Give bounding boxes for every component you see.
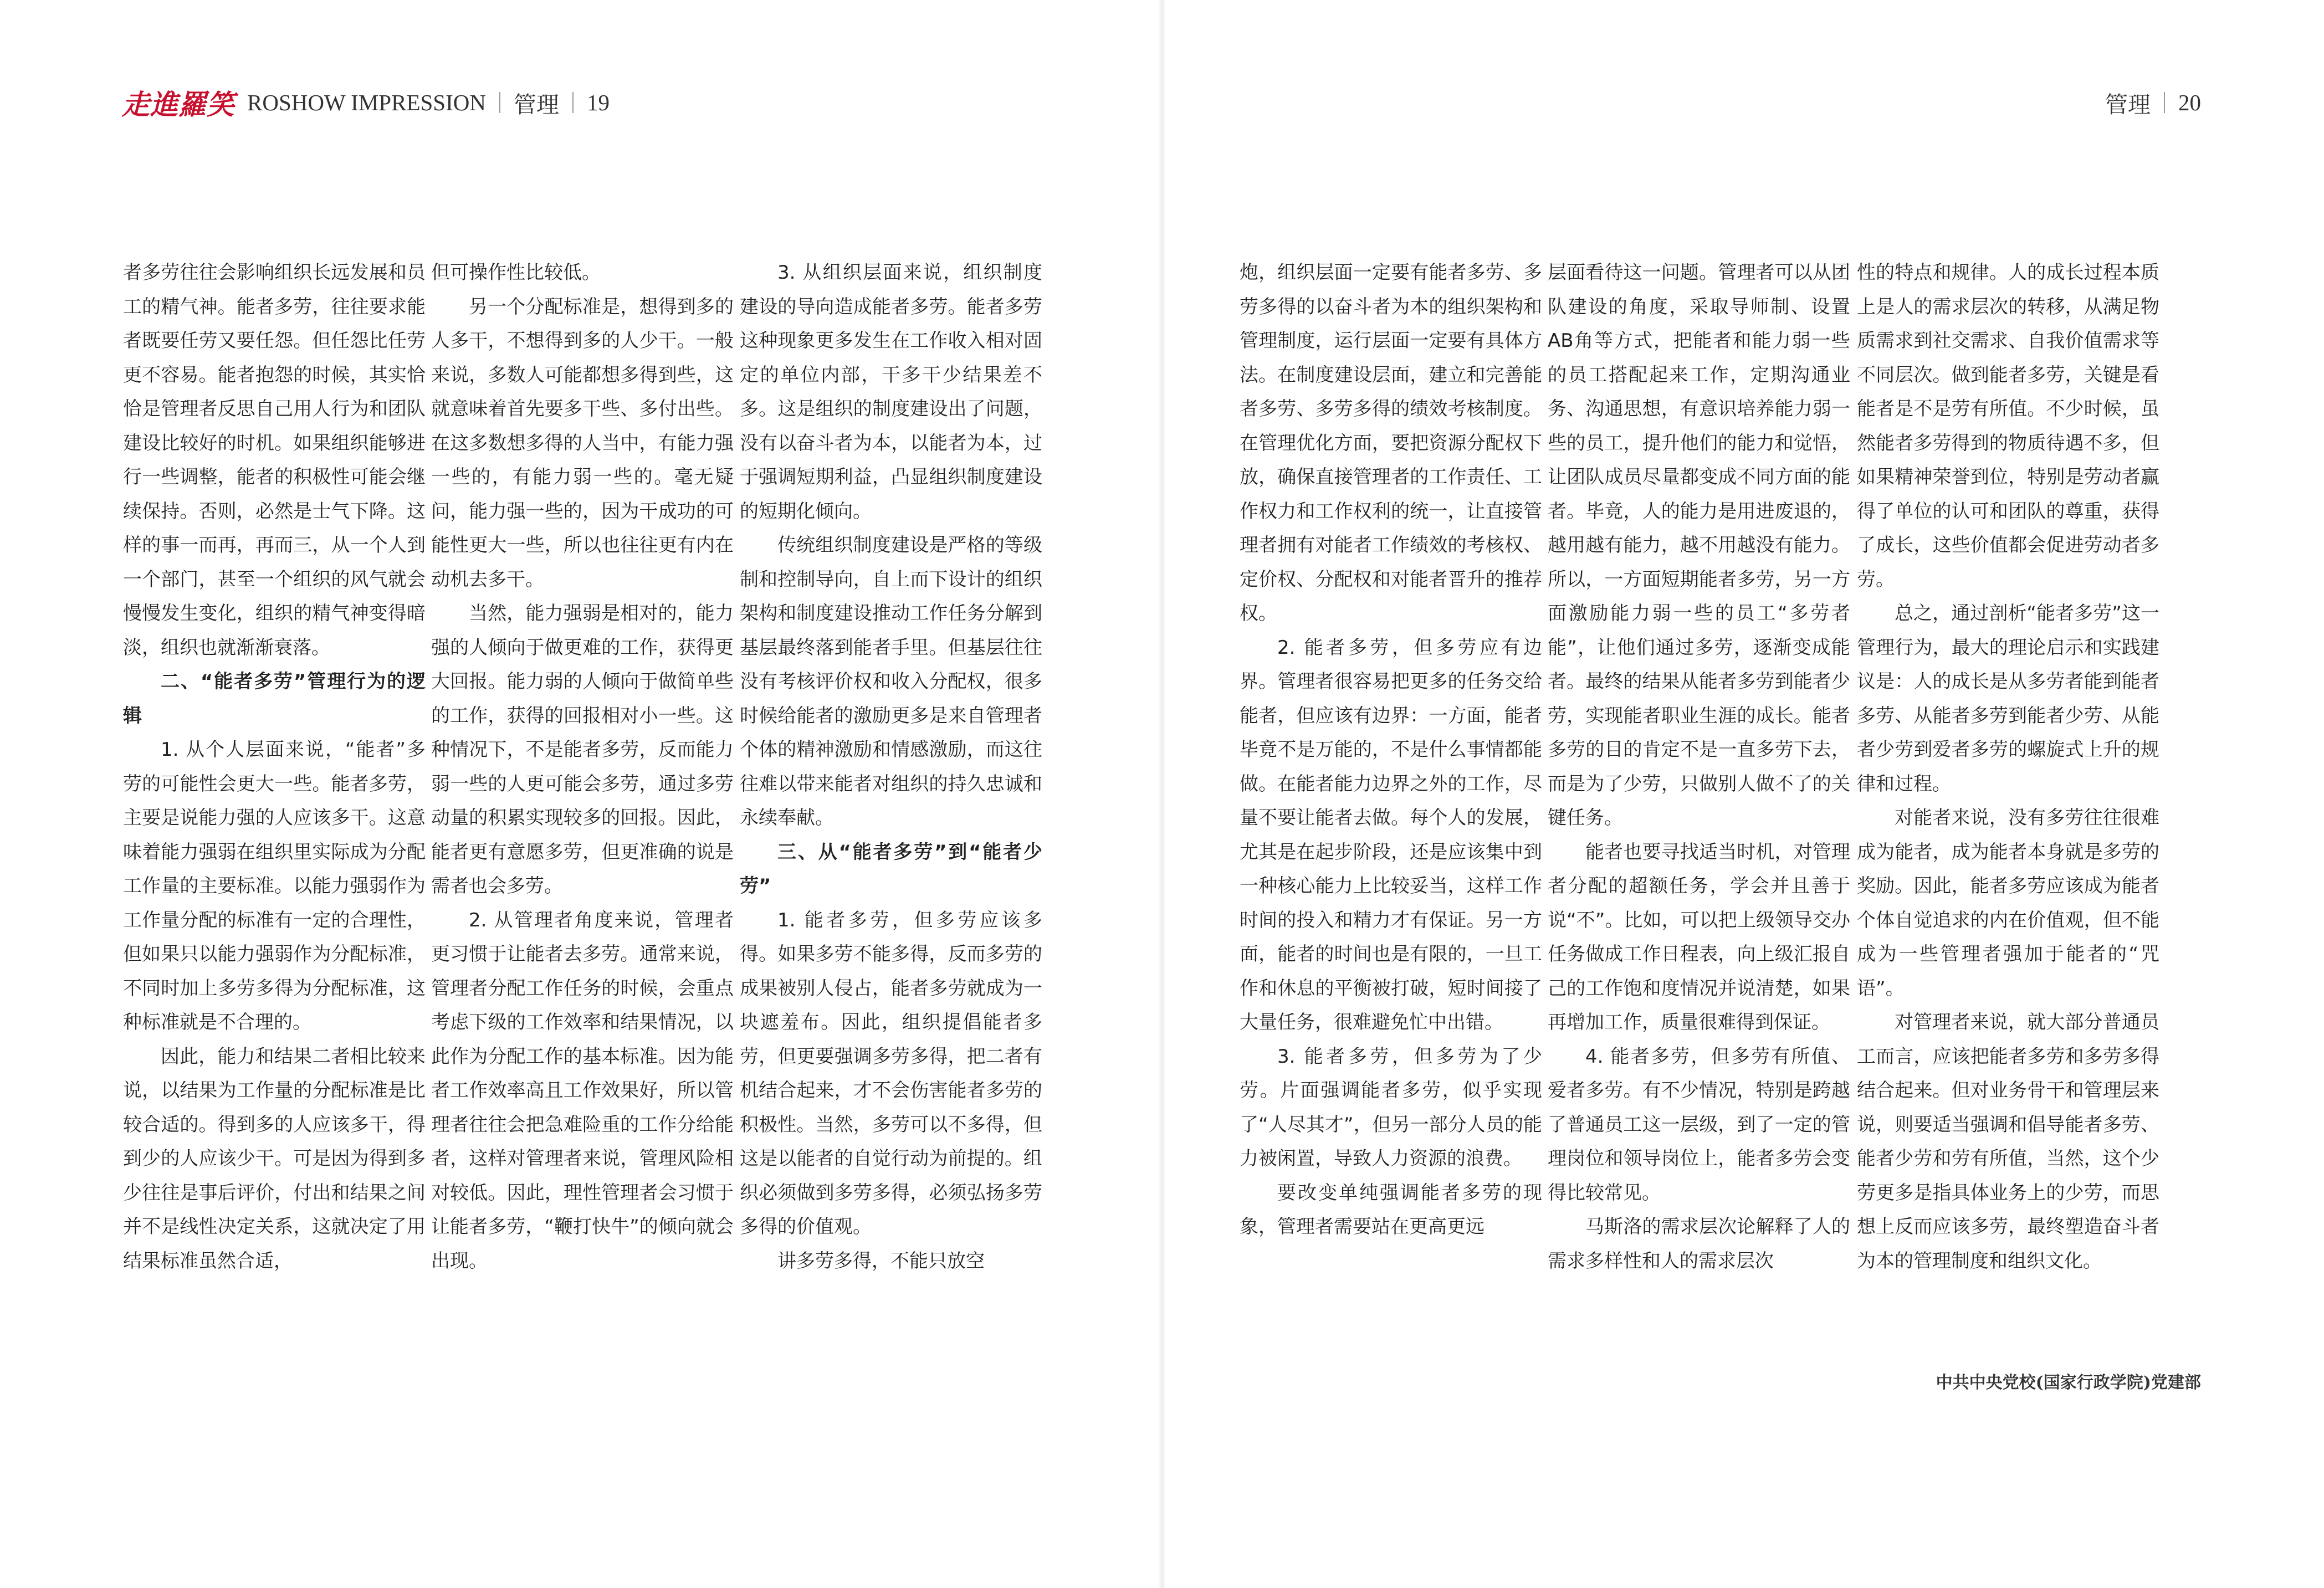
paragraph: 炮，组织层面一定要有能者多劳、多劳多得的以奋斗者为本的组织架构和管理制度，运行层面一定要有具体方法。在制度建设层面，建立和完善能者多劳、多劳多得的绩效考核制度。在管理优化方面，要把资源分配权下放，确保直接管理者的工作责任、工作权力和工作权利的统一，让直接管理者拥有对能者工作绩效的考核权、定价权、分配权和对能者晋升的推荐权。	[1240, 262, 1542, 624]
section-heading: 二、“能者多劳”管理行为的逻辑	[123, 670, 426, 727]
header-divider	[572, 92, 574, 113]
paragraph: 传统组织制度建设是严格的等级制和控制导向，自上而下设计的组织架构和制度建设推动工作任务分解到基层最终落到能者手里。但基层往往没有考核评价权和收入分配权，很多时候给能者的激励更多是来自管理者个体的精神激励和情感激励，而这往往难以带来能者对组织的持久忠诚和永续奉献。	[740, 534, 1042, 829]
paragraph: 性的特点和规律。人的成长过程本质上是人的需求层次的转移，从满足物质需求到社交需求、自我价值需求等不同层次。做到能者多劳，关键是看能者是不是劳有所值。不少时候，虽然能者多劳得到的物质待遇不多，但如果精神荣誉到位，特别是劳动者赢得了单位的认可和团队的尊重，获得了成长，这些价值都会促进劳动者多劳。	[1857, 262, 2159, 591]
paragraph: 能者也要寻找适当时机，对管理者分配的超额任务，学会并且善于说“不”。比如，可以把上级领导交办任务做成工作日程表，向上级汇报自己的工作饱和度情况并说清楚，如果再增加工作，质量很难得到保证。	[1548, 841, 1850, 1033]
text-column-4	[1240, 256, 1542, 1244]
text-column-2	[431, 256, 734, 1278]
paragraph: 对能者来说，没有多劳往往很难成为能者，成为能者本身就是多劳的奖励。因此，能者多劳应该成为能者个体自觉追求的内在价值观，但不能成为一些管理者强加于能者的“咒语”。	[1857, 807, 2159, 1000]
right-page	[1162, 0, 2324, 1588]
paragraph: 3. 从组织层面来说，组织制度建设的导向造成能者多劳。能者多劳这种现象更多发生在工作收入相对固定的单位内部，干多干少结果差不多。这是组织的制度建设出了问题，没有以奋斗者为本，以能者为本，过于强调短期利益，凸显组织制度建设的短期化倾向。	[740, 262, 1042, 522]
paragraph: 对管理者来说，就大部分普通员工而言，应该把能者多劳和多劳多得结合起来。但对业务骨干和管理层来说，则要适当强调和倡导能者多劳、能者少劳和劳有所值，当然，这个少劳更多是指具体业务上的少劳，而思想上反而应该多劳，最终塑造奋斗者为本的管理制度和组织文化。	[1857, 1011, 2159, 1272]
paragraph: 另一个分配标准是，想得到多的人多干，不想得到多的人少干。一般来说，多数人可能都想多得到些，这就意味着首先要多干些、多付出些。在这多数想多得的人当中，有能力强一些的，有能力弱一些的。毫无疑问，能力强一些的，因为干成功的可能性更大一些，所以也往往更有内在动机去多干。	[431, 295, 734, 591]
paragraph: 3. 能者多劳，但多劳为了少劳。片面强调能者多劳，似乎实现了“人尽其才”，但另一部分人员的能力被闲置，导致人力资源的浪费。	[1240, 1045, 1542, 1170]
section-title: 管理	[513, 91, 559, 117]
paragraph: 1. 从个人层面来说，“能者”多劳的可能性会更大一些。能者多劳，主要是说能力强的人应该多干。这意味着能力强弱在组织里实际成为分配工作量的主要标准。以能力强弱作为工作量分配的标准有一定的合理性，但如果只以能力强弱作为分配标准，不同时加上多劳多得为分配标准，这种标准就是不合理的。	[123, 739, 426, 1033]
right-page-header	[2105, 83, 2201, 122]
paragraph: 要改变单纯强调能者多劳的现象，管理者需要站在更高更远	[1240, 1181, 1542, 1238]
paragraph: 讲多劳多得，不能只放空	[777, 1249, 985, 1272]
paragraph: 因此，能力和结果二者相比较来说，以结果为工作量的分配标准是比较合适的。得到多的人应该多干，得到少的人应该少干。可是因为得到多少往往是事后评价，付出和结果之间并不是线性决定关系，这就决定了用结果标准虽然合适，	[123, 1045, 426, 1272]
paragraph: 总之，通过剖析“能者多劳”这一管理行为，最大的理论启示和实践建议是：人的成长是从多劳者能到能者多劳、从能者多劳到能者少劳、从能者少劳到爱者多劳的螺旋式上升的规律和过程。	[1857, 602, 2159, 795]
paragraph: 者多劳往往会影响组织长远发展和员工的精气神。能者多劳，往往要求能者既要任劳又要任怨。但任怨比任劳更不容易。能者抱怨的时候，其实恰恰是管理者反思自己用人行为和团队建设比较好的时机。如果组织能够进行一些调整，能者的积极性可能会继续保持。否则，必然是士气下降。这样的事一而再，再而三，从一个人到一个部门，甚至一个组织的风气就会慢慢发生变化，组织的精气神变得暗淡，组织也就渐渐衰落。	[123, 262, 426, 659]
section-heading: 三、从“能者多劳”到“能者少劳”	[740, 841, 1042, 897]
header-divider	[2164, 92, 2165, 113]
paragraph: 层面看待这一问题。管理者可以从团队建设的角度，采取导师制、设置AB角等方式，把能者和能力弱一些的员工搭配起来工作，定期沟通业务、沟通思想，有意识培养能力弱一些的员工，提升他们的能力和觉悟，让团队成员尽量都变成不同方面的能者。毕竟，人的能力是用进废退的，越用越有能力，越不用越没有能力。所以，一方面短期能者多劳，另一方面激励能力弱一些的员工“多劳者能”，让他们通过多劳，逐渐变成能者。最终的结果从能者多劳到能者少劳，实现能者职业生涯的成长。能者多劳的目的肯定不是一直多劳下去，而是为了少劳，只做别人做不了的关键任务。	[1548, 262, 1850, 829]
brand-logo: 走進羅笑	[122, 88, 235, 121]
text-column-3	[740, 256, 1042, 1278]
left-page-header	[122, 83, 610, 122]
section-title: 管理	[2105, 91, 2151, 117]
paragraph: 马斯洛的需求层次论解释了人的需求多样性和人的需求层次	[1548, 1216, 1850, 1272]
page-number: 20	[2178, 90, 2201, 115]
paragraph: 1. 能者多劳，但多劳应该多得。如果多劳不能多得，反而多劳的成果被别人侵占，能者多劳就成为一块遮羞布。因此，组织提倡能者多劳，但更要强调多劳多得，把二者有机结合起来，才不会伤害能者多劳的积极性。当然，多劳可以不多得，但这是以能者的自觉行动为前提的。组织必须做到多劳多得，必须弘扬多劳多得的价值观。	[740, 909, 1042, 1238]
header-divider	[499, 92, 500, 113]
page-number: 19	[586, 90, 610, 115]
paragraph: 但可操作性比较低。	[431, 262, 601, 284]
paragraph: 2. 能者多劳，但多劳应有边界。管理者很容易把更多的任务交给能者，但应该有边界：一方面，能者毕竟不是万能的，不是什么事情都能做。在能者能力边界之外的工作，尽量不要让能者去做。每个人的发展，尤其是在起步阶段，还是应该集中到一种核心能力上比较妥当，这样工作时间的投入和精力才有保证。另一方面，能者的时间也是有限的，一旦工作和休息的平衡被打破，短时间接了大量任务，很难避免忙中出错。	[1240, 636, 1542, 1033]
brand-name: ROSHOW IMPRESSION	[247, 90, 486, 115]
text-column-6	[1857, 256, 2159, 1278]
author-affiliation: 中共中央党校(国家行政学院)党建部	[1936, 1373, 2201, 1392]
text-column-1	[123, 256, 426, 1278]
paragraph: 2. 从管理者角度来说，管理者更习惯于让能者去多劳。通常来说，管理者分配工作任务的时候，会重点考虑下级的工作效率和结果情况，以此作为分配工作的基本标准。因为能者工作效率高且工作效果好，所以管理者往往会把急难险重的工作分给能者，这样对管理者来说，管理风险相对较低。因此，理性管理者会习惯于让能者多劳，“鞭打快牛”的倾向就会出现。	[431, 909, 734, 1272]
text-column-5	[1548, 256, 1850, 1278]
paragraph: 4. 能者多劳，但多劳有所值、爱者多劳。有不少情况，特别是跨越了普通员工这一层级，到了一定的管理岗位和领导岗位上，能者多劳会变得比较常见。	[1548, 1045, 1850, 1204]
paragraph: 当然，能力强弱是相对的，能力强的人倾向于做更难的工作，获得更大回报。能力弱的人倾向于做简单些的工作，获得的回报相对小一些。这种情况下，不是能者多劳，反而能力弱一些的人更可能会多劳，通过多劳动量的积累实现较多的回报。因此，能者更有意愿多劳，但更准确的说是需者也会多劳。	[431, 602, 734, 897]
